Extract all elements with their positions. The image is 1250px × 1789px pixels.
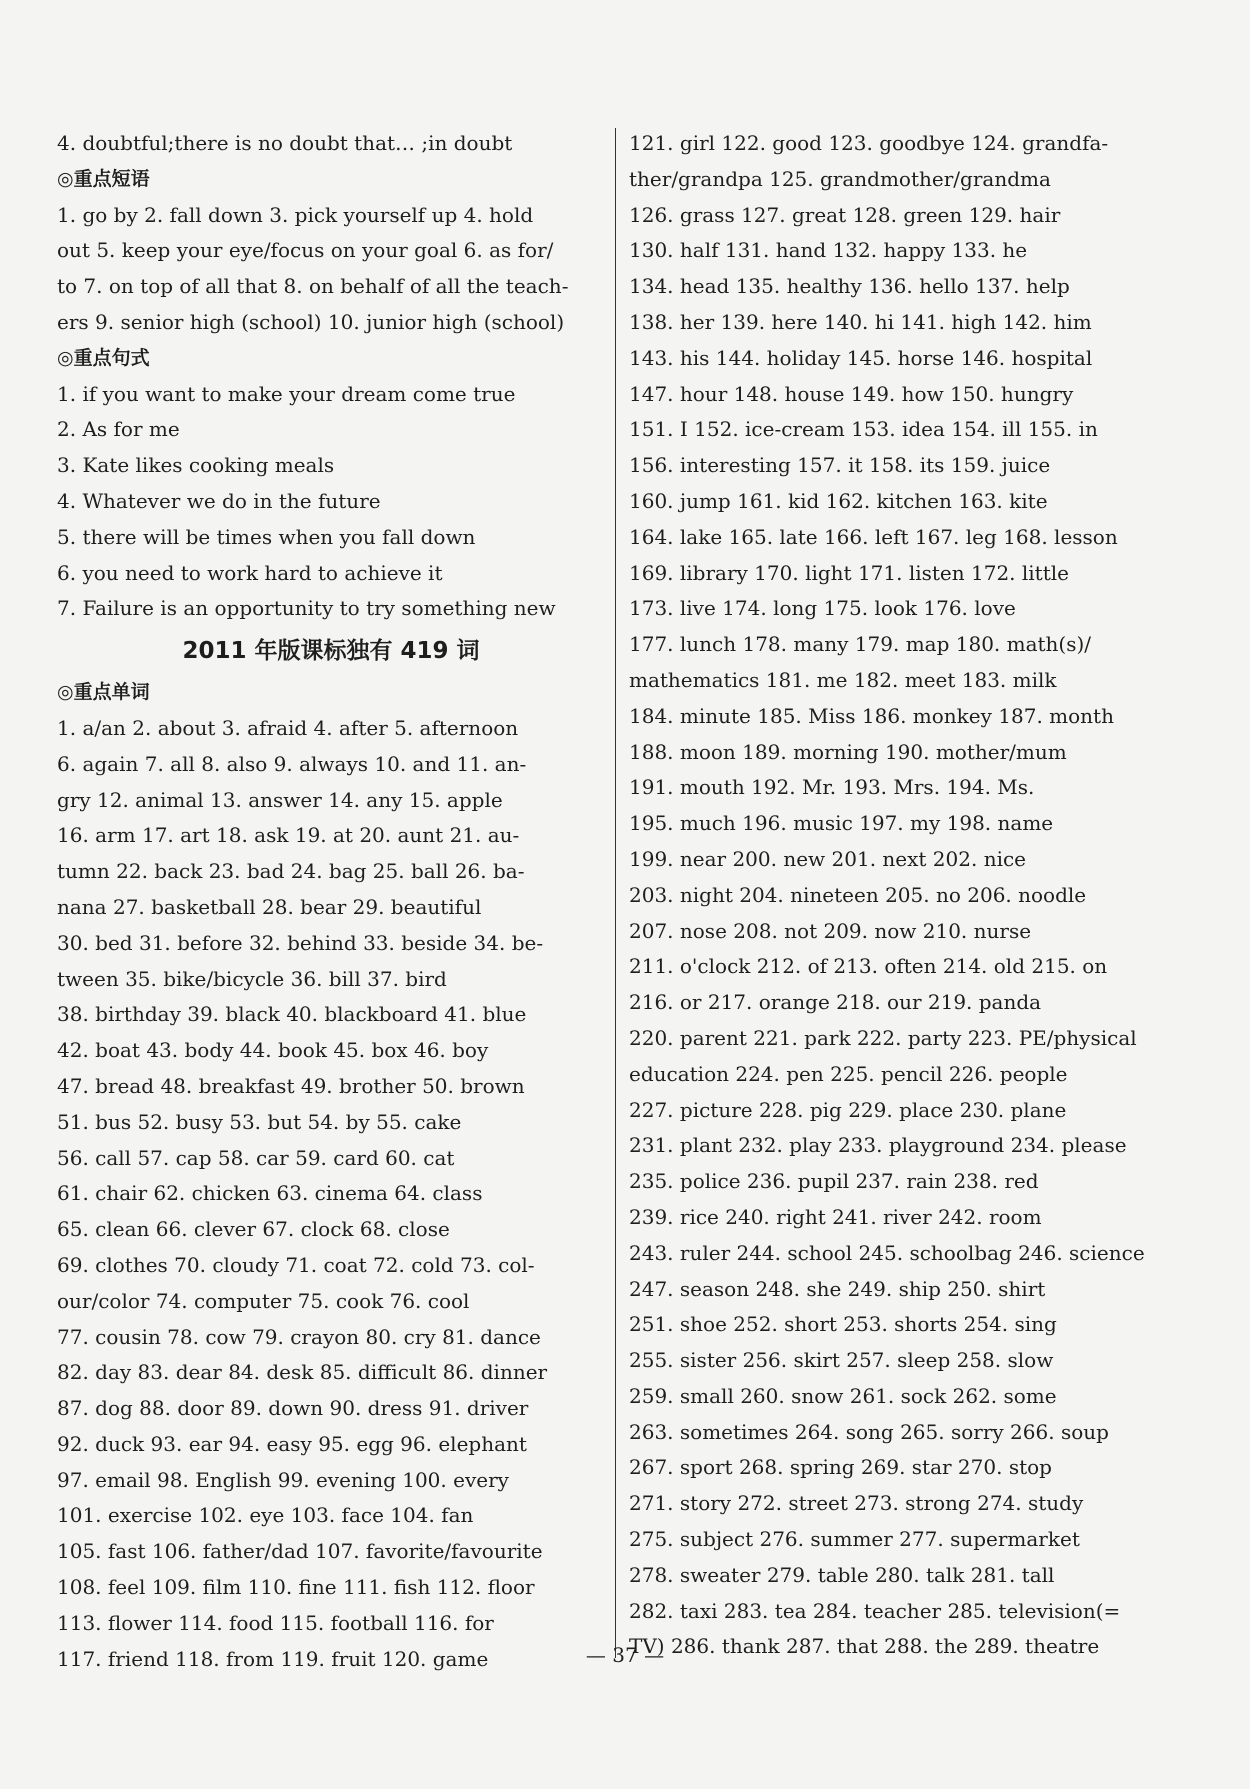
word-list-line: 275. subject 276. summer 277. supermarket [629,1527,1080,1552]
word-list-line: 216. or 217. orange 218. our 219. panda [629,990,1042,1015]
word-list-line: 143. his 144. holiday 145. horse 146. hospital [629,345,1093,370]
sentence-line: 5. there will be times when you fall down [57,524,476,549]
column-divider [615,128,616,1658]
word-list-line: 239. rice 240. right 241. river 242. room [629,1204,1042,1229]
word-list-line: 227. picture 228. pig 229. place 230. plane [629,1097,1067,1122]
word-list-line: 101. exercise 102. eye 103. face 104. fan [57,1503,474,1528]
word-list-line: 211. o'clock 212. of 213. often 214. old 215. on [629,954,1108,979]
word-list-line: 203. night 204. nineteen 205. no 206. noodle [629,882,1087,907]
heading-key-words: ◎重点单词 [57,681,150,704]
section-title: 2011 年版课标独有 419 词 [182,638,480,665]
word-list-line: 97. email 98. English 99. evening 100. every [57,1467,509,1492]
word-list-line: 278. sweater 279. table 280. talk 281. tall [629,1562,1055,1587]
word-list-line: 117. friend 118. from 119. fruit 120. game [57,1646,489,1671]
word-list-line: 207. nose 208. not 209. now 210. nurse [629,918,1032,943]
word-list-line: education 224. pen 225. pencil 226. people [629,1061,1068,1086]
answer-line: 4. doubtful;there is no doubt that… ;in doubt [57,131,513,155]
word-list-line: 113. flower 114. food 115. football 116. for [57,1610,494,1635]
heading-key-phrases: ◎重点短语 [57,167,150,190]
word-list-line: 199. near 200. new 201. next 202. nice [629,846,1027,871]
word-list-line: 184. minute 185. Miss 186. monkey 187. month [629,703,1114,728]
phrase-line: ers 9. senior high (school) 10. junior high (school) [57,309,565,334]
word-list-line: 108. feel 109. film 110. fine 111. fish 112. floor [57,1575,535,1600]
word-list-line: 255. sister 256. skirt 257. sleep 258. slow [629,1348,1054,1373]
word-list-line: 231. plant 232. play 233. playground 234. please [629,1133,1127,1158]
word-list-line: 169. library 170. light 171. listen 172. little [629,560,1069,585]
sentence-line: 6. you need to work hard to achieve it [57,560,443,585]
sentence-line: 2. As for me [57,417,180,442]
word-list-line: 267. sport 268. spring 269. star 270. stop [629,1455,1052,1480]
word-list-line: 1. a/an 2. about 3. afraid 4. after 5. afternoon [57,715,519,740]
sentence-line: 3. Kate likes cooking meals [57,453,335,478]
word-list-line: 69. clothes 70. cloudy 71. coat 72. cold 73. col- [57,1252,535,1277]
word-list-line: 30. bed 31. before 32. behind 33. beside 34. be- [57,930,544,955]
word-list-line: 173. live 174. long 175. look 176. love [629,596,1016,621]
word-list-line: 6. again 7. all 8. also 9. always 10. and 11. an- [57,751,527,776]
word-list-line: tumn 22. back 23. bad 24. bag 25. ball 26. ba- [57,859,525,884]
word-list-line: 51. bus 52. busy 53. but 54. by 55. cake [57,1109,462,1134]
word-list-line: 156. interesting 157. it 158. its 159. juice [629,453,1051,478]
word-list-line: 105. fast 106. father/dad 107. favorite/favourite [57,1539,543,1564]
word-list-line: gry 12. animal 13. answer 14. any 15. apple [57,787,503,812]
word-list-line: 56. call 57. cap 58. car 59. card 60. cat [57,1145,455,1170]
word-list-line: nana 27. basketball 28. bear 29. beautiful [57,894,482,919]
word-list-line: 195. much 196. music 197. my 198. name [629,811,1054,836]
sentence-line: 4. Whatever we do in the future [57,488,381,513]
heading-key-sentences: ◎重点句式 [57,346,150,369]
word-list-line: 82. day 83. dear 84. desk 85. difficult 86. dinner [57,1360,548,1385]
word-list-line: 164. lake 165. late 166. left 167. leg 168. lesson [629,524,1118,549]
sentence-line: 7. Failure is an opportunity to try something new [57,596,556,621]
word-list-line: 191. mouth 192. Mr. 193. Mrs. 194. Ms. [629,775,1035,800]
word-list-line: 77. cousin 78. cow 79. crayon 80. cry 81. dance [57,1324,541,1349]
word-list-line: 259. small 260. snow 261. sock 262. some [629,1383,1057,1408]
word-list-line: 42. boat 43. body 44. book 45. box 46. boy [57,1038,489,1063]
right-column [629,126,1181,1665]
word-list-line: 220. parent 221. park 222. party 223. PE/physical [629,1025,1137,1050]
word-list-line: 134. head 135. healthy 136. hello 137. help [629,274,1070,299]
sentence-line: 1. if you want to make your dream come true [57,381,516,406]
word-list-line: 87. dog 88. door 89. down 90. dress 91. driver [57,1396,529,1421]
phrase-line: 1. go by 2. fall down 3. pick yourself up 4. hold [57,202,534,227]
word-list-line: 47. bread 48. breakfast 49. brother 50. brown [57,1073,525,1098]
word-list-line: 126. grass 127. great 128. green 129. hair [629,202,1061,227]
word-list-line: 65. clean 66. clever 67. clock 68. close [57,1217,450,1242]
word-list-line: 160. jump 161. kid 162. kitchen 163. kite [629,488,1048,513]
word-list-line: 38. birthday 39. black 40. blackboard 41. blue [57,1002,527,1027]
word-list-line: 243. ruler 244. school 245. schoolbag 246. science [629,1240,1145,1265]
word-list-line: 235. police 236. pupil 237. rain 238. red [629,1169,1039,1194]
word-list-line: mathematics 181. me 182. meet 183. milk [629,667,1057,692]
word-list-line: 177. lunch 178. many 179. map 180. math(s)/ [629,632,1092,657]
word-list-line: 138. her 139. here 140. hi 141. high 142. him [629,309,1092,334]
word-list-line: 282. taxi 283. tea 284. teacher 285. television(= [629,1598,1121,1623]
page-number: — 37 — [585,1643,665,1667]
word-list-line: 92. duck 93. ear 94. easy 95. egg 96. elephant [57,1431,527,1456]
word-list-line: 188. moon 189. morning 190. mother/mum [629,739,1067,764]
word-list-line: 263. sometimes 264. song 265. sorry 266. soup [629,1419,1109,1444]
word-list-line: 147. hour 148. house 149. how 150. hungry [629,381,1074,406]
phrase-line: out 5. keep your eye/focus on your goal 6. as for/ [57,238,554,263]
word-list-line: tween 35. bike/bicycle 36. bill 37. bird [57,966,447,991]
word-list-line: 151. I 152. ice-cream 153. idea 154. ill 155. in [629,417,1098,442]
phrase-line: to 7. on top of all that 8. on behalf of all the teach- [57,274,569,299]
left-column [57,126,605,1677]
word-list-line: 247. season 248. she 249. ship 250. shirt [629,1276,1046,1301]
word-list-line: 271. story 272. street 273. strong 274. study [629,1491,1084,1516]
word-list-line: 121. girl 122. good 123. goodbye 124. grandfa- [629,131,1109,155]
word-list-line: 130. half 131. hand 132. happy 133. he [629,238,1028,263]
word-list-line: our/color 74. computer 75. cook 76. cool [57,1288,470,1313]
word-list-line: 16. arm 17. art 18. ask 19. at 20. aunt 21. au- [57,823,520,848]
word-list-line: 61. chair 62. chicken 63. cinema 64. class [57,1181,483,1206]
word-list-line: TV) 286. thank 287. that 288. the 289. theatre [629,1634,1100,1659]
word-list-line: ther/grandpa 125. grandmother/grandma [629,166,1051,191]
word-list-line: 251. shoe 252. short 253. shorts 254. sing [629,1312,1057,1337]
